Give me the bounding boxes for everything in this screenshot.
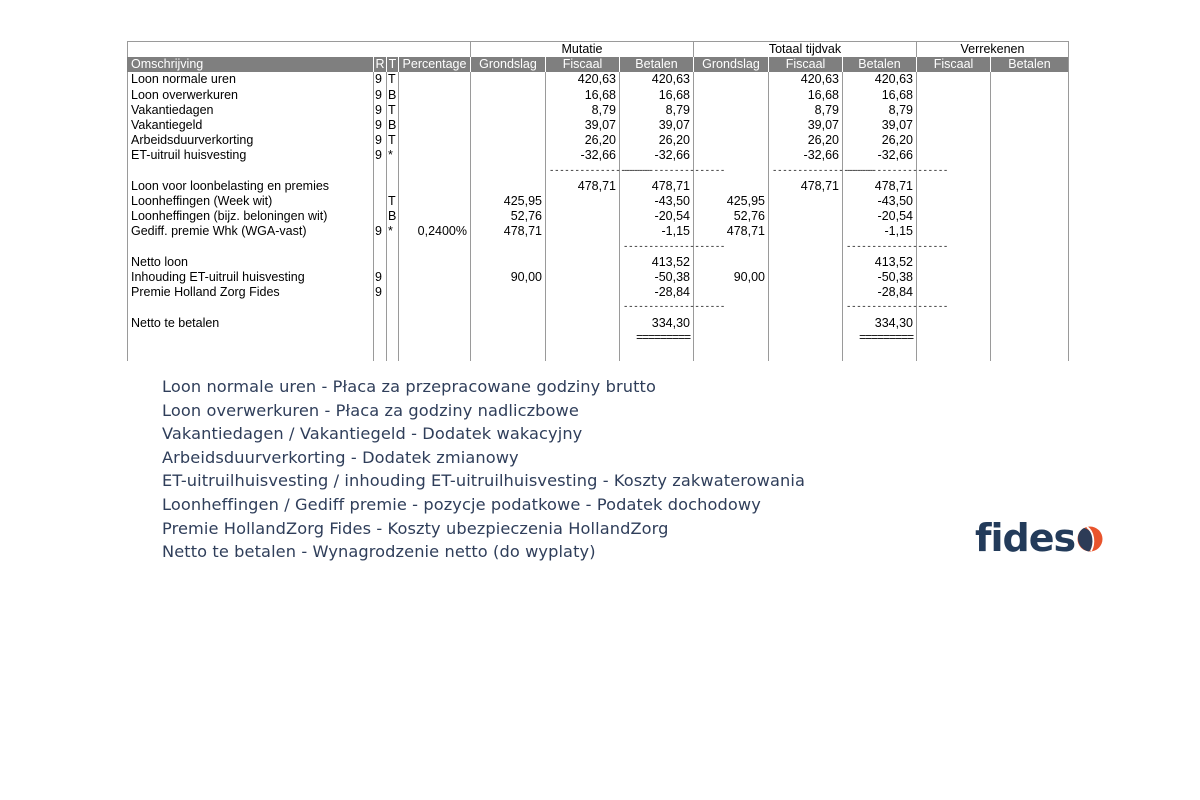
cell-tf [769,316,843,331]
cell-mg [471,255,546,270]
cell-pct [399,72,471,87]
cell-empty [694,346,769,361]
table-row [128,255,1069,270]
cell-t: * [387,224,399,239]
cell-mb: 39,07 [620,118,694,133]
cell-mb: 334,30 [620,316,694,331]
double-underline: ========= [843,331,917,346]
cell-mg [471,285,546,300]
cell-mg [471,179,546,194]
cell-mf [546,209,620,224]
cell-empty [769,346,843,361]
cell-desc: Arbeidsduurverkorting [128,133,374,148]
cell-vf [917,88,991,103]
cell-tf [769,224,843,239]
cell-tb: 413,52 [843,255,917,270]
cell-t: T [387,194,399,209]
separator-dashes: -------------------- [546,164,620,179]
cell-mf [546,224,620,239]
cell-t: * [387,148,399,163]
cell-empty [128,300,374,315]
cell-empty [769,331,843,346]
table-row [128,224,1069,239]
cell-tg: 425,95 [694,194,769,209]
cell-empty [620,346,694,361]
cell-tg [694,285,769,300]
glossary-line: Loonheffingen / Gediff premie - pozycje podatkowe - Podatek dochodowy [162,494,761,514]
cell-empty [694,331,769,346]
cell-mg [471,118,546,133]
cell-empty [991,331,1069,346]
cell-tb: -1,15 [843,224,917,239]
cell-empty [843,346,917,361]
table-row [128,103,1069,118]
cell-r [374,209,387,224]
cell-mf [546,316,620,331]
cell-tf: 478,71 [769,179,843,194]
cell-tf: 420,63 [769,72,843,87]
logo-wordmark: fides [975,516,1076,560]
cell-vb [991,224,1069,239]
separator-dashes: -------------------- [769,164,843,179]
cell-mf [546,285,620,300]
cell-pct: 0,2400% [399,224,471,239]
cell-tb: -50,38 [843,270,917,285]
cell-mg: 90,00 [471,270,546,285]
glossary [162,375,922,564]
cell-empty [991,164,1069,179]
cell-tf [769,255,843,270]
cell-tg: 478,71 [694,224,769,239]
cell-desc: ET-uitruil huisvesting [128,148,374,163]
cell-r [374,316,387,331]
cell-pct [399,118,471,133]
cell-vf [917,179,991,194]
table-row [128,148,1069,163]
cell-mg [471,72,546,87]
cell-t: T [387,103,399,118]
cell-tb: 420,63 [843,72,917,87]
cell-mg [471,316,546,331]
cell-pct [399,270,471,285]
cell-t: B [387,209,399,224]
cell-mb: 8,79 [620,103,694,118]
cell-desc: Loonheffingen (Week wit) [128,194,374,209]
cell-r [374,194,387,209]
cell-tf: 26,20 [769,133,843,148]
col-mutatie-fiscaal: Fiscaal [546,57,620,72]
cell-mb: 413,52 [620,255,694,270]
cell-desc: Inhouding ET-uitruil huisvesting [128,270,374,285]
cell-empty [991,346,1069,361]
cell-tb: -43,50 [843,194,917,209]
separator-dashes: -------------------- [843,240,917,255]
cell-tg [694,103,769,118]
table-row [128,209,1069,224]
cell-r: 9 [374,133,387,148]
payslip-body [128,72,1069,361]
cell-desc: Gediff. premie Whk (WGA-vast) [128,224,374,239]
cell-mf [546,270,620,285]
cell-tb: 16,68 [843,88,917,103]
cell-vb [991,118,1069,133]
cell-vf [917,133,991,148]
cell-tb: 8,79 [843,103,917,118]
payslip-table [127,41,1068,357]
cell-mf: 39,07 [546,118,620,133]
cell-vf [917,148,991,163]
cell-mb: -43,50 [620,194,694,209]
cell-empty [917,346,991,361]
table-row [128,133,1069,148]
cell-empty [374,164,387,179]
cell-empty [399,164,471,179]
cell-mg: 52,76 [471,209,546,224]
cell-vb [991,285,1069,300]
cell-tf: -32,66 [769,148,843,163]
cell-vb [991,103,1069,118]
double-underline: ========= [620,331,694,346]
cell-empty [991,240,1069,255]
cell-vf [917,270,991,285]
cell-r: 9 [374,88,387,103]
cell-t: T [387,72,399,87]
col-totaal-fiscaal: Fiscaal [769,57,843,72]
cell-vf [917,72,991,87]
cell-mf: 8,79 [546,103,620,118]
cell-vf [917,209,991,224]
separator-row [128,300,1069,315]
separator-dashes: -------------------- [620,240,694,255]
group-verrekenen: Verrekenen [917,42,1069,58]
cell-empty [399,240,471,255]
cell-empty [546,331,620,346]
cell-desc: Loon overwerkuren [128,88,374,103]
cell-mb: -20,54 [620,209,694,224]
cell-mb: -32,66 [620,148,694,163]
cell-t: T [387,133,399,148]
cell-empty [128,331,374,346]
table-row [128,118,1069,133]
cell-tg: 52,76 [694,209,769,224]
col-omschrijving: Omschrijving [128,57,374,72]
cell-desc: Vakantiegeld [128,118,374,133]
cell-empty [128,240,374,255]
cell-empty [374,300,387,315]
cell-mf [546,255,620,270]
cell-tb: 26,20 [843,133,917,148]
cell-pct [399,255,471,270]
cell-t [387,285,399,300]
cell-r: 9 [374,270,387,285]
cell-vf [917,255,991,270]
cell-mf: 16,68 [546,88,620,103]
cell-desc: Loonheffingen (bijz. beloningen wit) [128,209,374,224]
cell-mg [471,88,546,103]
separator-row [128,240,1069,255]
cell-tg [694,133,769,148]
cell-tb: 334,30 [843,316,917,331]
cell-t: B [387,88,399,103]
cell-empty [374,331,387,346]
cell-tg [694,255,769,270]
cell-r: 9 [374,148,387,163]
cell-tb: 478,71 [843,179,917,194]
cell-tb: -32,66 [843,148,917,163]
cell-empty [399,346,471,361]
cell-vf [917,118,991,133]
cell-tg [694,179,769,194]
cell-pct [399,194,471,209]
cell-pct [399,179,471,194]
cell-vb [991,316,1069,331]
double-line-row [128,331,1069,346]
cell-empty [546,240,620,255]
separator-dashes: -------------------- [620,300,694,315]
group-header-blank [128,42,471,58]
cell-empty [374,346,387,361]
cell-r: 9 [374,224,387,239]
cell-empty [471,164,546,179]
cell-desc: Vakantiedagen [128,103,374,118]
cell-mb: -50,38 [620,270,694,285]
col-mutatie-betalen: Betalen [620,57,694,72]
cell-desc: Premie Holland Zorg Fides [128,285,374,300]
cell-vb [991,148,1069,163]
cell-empty [471,240,546,255]
table-row [128,88,1069,103]
cell-pct [399,133,471,148]
cell-vb [991,270,1069,285]
cell-pct [399,88,471,103]
separator-dashes: -------------------- [843,300,917,315]
fides-logo [975,516,1107,568]
cell-t [387,316,399,331]
cell-mb: 420,63 [620,72,694,87]
cell-mb: 16,68 [620,88,694,103]
glossary-line: Loon normale uren - Płaca za przepracowane godziny brutto [162,377,656,396]
cell-empty [399,331,471,346]
cell-mb: 478,71 [620,179,694,194]
cell-r: 9 [374,103,387,118]
cell-mb: -1,15 [620,224,694,239]
group-mutatie: Mutatie [471,42,694,58]
cell-mg: 425,95 [471,194,546,209]
cell-t: B [387,118,399,133]
cell-empty [471,300,546,315]
cell-tf [769,194,843,209]
col-r: R [375,57,385,72]
column-header-row [128,57,1069,72]
cell-t [387,179,399,194]
cell-desc: Netto te betalen [128,316,374,331]
group-totaal-tijdvak: Totaal tijdvak [694,42,917,58]
cell-tf: 8,79 [769,103,843,118]
cell-desc: Netto loon [128,255,374,270]
table-row [128,179,1069,194]
cell-tb: -20,54 [843,209,917,224]
cell-tf [769,285,843,300]
cell-mf: 26,20 [546,133,620,148]
col-totaal-grondslag: Grondslag [694,57,769,72]
group-header-row [128,42,1069,58]
cell-tf [769,209,843,224]
cell-desc: Loon normale uren [128,72,374,87]
cell-tg [694,148,769,163]
cell-tg [694,88,769,103]
cell-r [374,255,387,270]
cell-mb: 26,20 [620,133,694,148]
cell-mg [471,133,546,148]
cell-empty [917,331,991,346]
glossary-line: Premie HollandZorg Fides - Koszty ubezpieczenia HollandZorg [162,518,669,538]
cell-vb [991,72,1069,87]
table-row [128,270,1069,285]
blank-row [128,346,1069,361]
col-t: T [387,57,399,72]
cell-vb [991,209,1069,224]
cell-tf [769,270,843,285]
cell-vb [991,133,1069,148]
cell-empty [991,300,1069,315]
cell-empty [387,300,399,315]
cell-r: 9 [374,72,387,87]
cell-empty [374,240,387,255]
cell-tg: 90,00 [694,270,769,285]
cell-vf [917,285,991,300]
cell-tg [694,118,769,133]
cell-r: 9 [374,118,387,133]
table-row [128,72,1069,87]
cell-desc: Loon voor loonbelasting en premies [128,179,374,194]
cell-empty [387,331,399,346]
cell-r [374,179,387,194]
cell-pct [399,316,471,331]
table-row [128,285,1069,300]
cell-pct [399,103,471,118]
cell-vb [991,179,1069,194]
cell-mg [471,103,546,118]
cell-tg [694,72,769,87]
cell-empty [128,164,374,179]
cell-vb [991,88,1069,103]
table-row [128,194,1069,209]
cell-mf [546,194,620,209]
cell-r: 9 [374,285,387,300]
col-mutatie-grondslag: Grondslag [471,57,546,72]
cell-tb: 39,07 [843,118,917,133]
cell-t [387,270,399,285]
cell-empty [387,164,399,179]
glossary-line: Netto te betalen - Wynagrodzenie netto (do wyplaty) [162,542,596,562]
cell-mf: 478,71 [546,179,620,194]
cell-mg: 478,71 [471,224,546,239]
cell-vb [991,194,1069,209]
table-row [128,316,1069,331]
separator-dashes: -------------------- [843,164,917,179]
cell-pct [399,209,471,224]
separator-dashes: -------------------- [620,164,694,179]
cell-empty [399,300,471,315]
cell-t [387,255,399,270]
cell-vf [917,224,991,239]
cell-vf [917,316,991,331]
cell-mf: -32,66 [546,148,620,163]
cell-vf [917,194,991,209]
cell-empty [387,346,399,361]
glossary-line: ET-uitruilhuisvesting / inhouding ET-uitruilhuisvesting - Koszty zakwaterowania [162,471,805,491]
cell-empty [387,240,399,255]
cell-pct [399,148,471,163]
glossary-line: Vakantiedagen / Vakantiegeld - Dodatek wakacyjny [162,424,583,444]
cell-tb: -28,84 [843,285,917,300]
col-verrekenen-fiscaal: Fiscaal [917,57,991,72]
separator-row [128,164,1069,179]
col-verrekenen-betalen: Betalen [991,57,1069,72]
cell-vb [991,255,1069,270]
cell-empty [128,346,374,361]
glossary-line: Arbeidsduurverkorting - Dodatek zmianowy [162,447,519,467]
cell-mf: 420,63 [546,72,620,87]
glossary-line: Loon overwerkuren - Płaca za godziny nadliczbowe [162,400,579,420]
cell-empty [769,240,843,255]
cell-empty [546,346,620,361]
logo-mark-icon [1075,524,1105,554]
cell-mg [471,148,546,163]
cell-empty [769,300,843,315]
cell-tg [694,316,769,331]
cell-empty [471,331,546,346]
cell-empty [546,300,620,315]
cell-pct [399,285,471,300]
cell-vf [917,103,991,118]
cell-mb: -28,84 [620,285,694,300]
cell-tf: 39,07 [769,118,843,133]
cell-empty [471,346,546,361]
cell-tf: 16,68 [769,88,843,103]
col-percentage: Percentage [399,57,471,72]
col-totaal-betalen: Betalen [843,57,917,72]
